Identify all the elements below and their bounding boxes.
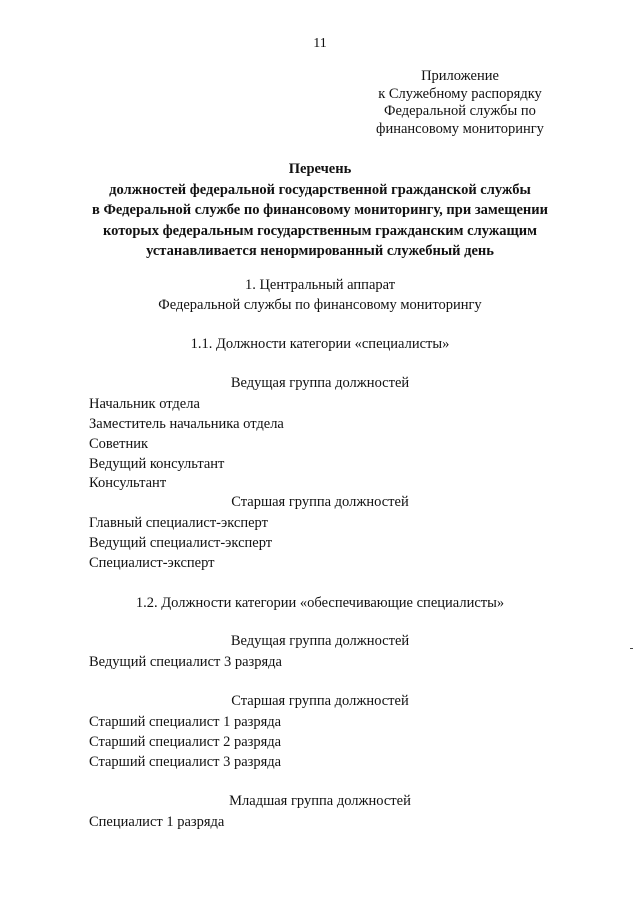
scan-margin-mark	[630, 648, 633, 649]
subsection-heading: 1.1. Должности категории «специалисты»	[190, 336, 450, 352]
group-heading: Ведущая группа должностей	[230, 633, 410, 649]
position-item: Консультант	[89, 475, 167, 491]
title-line: устанавливается ненормированный служебный день	[146, 243, 494, 259]
title-line: Перечень	[288, 161, 352, 177]
group-heading: Младшая группа должностей	[229, 793, 411, 809]
position-item: Специалист-эксперт	[89, 555, 215, 571]
position-item: Ведущий специалист-эксперт	[89, 535, 273, 551]
page-number: 11	[313, 36, 327, 51]
group-heading: Старшая группа должностей	[231, 494, 409, 510]
position-item: Ведущий специалист 3 разряда	[89, 654, 282, 670]
position-item: Ведущий консультант	[89, 456, 225, 472]
document-title	[60, 159, 580, 262]
position-item: Старший специалист 3 разряда	[89, 754, 282, 770]
position-item: Специалист 1 разряда	[89, 814, 225, 830]
title-line: в Федеральной службе по финансовому мониторингу, при замещении	[92, 202, 548, 218]
group-heading: Старшая группа должностей	[231, 693, 409, 709]
position-item: Заместитель начальника отдела	[89, 416, 284, 432]
appendix-line: финансовому мониторингу	[376, 120, 544, 137]
subsection-heading: 1.2. Должности категории «обеспечивающие специалисты»	[135, 595, 505, 611]
position-item: Начальник отдела	[89, 396, 200, 412]
section-heading: Федеральной службы по финансовому мониторингу	[158, 297, 482, 313]
appendix-note	[360, 68, 560, 138]
position-item: Старший специалист 2 разряда	[89, 734, 282, 750]
position-item: Советник	[89, 436, 149, 452]
section-heading: 1. Центральный аппарат	[244, 277, 396, 293]
appendix-line: к Служебному распорядку	[378, 85, 542, 102]
title-line: которых федеральным государственным гражданским служащим	[102, 222, 538, 239]
appendix-line: Федеральной службы по	[384, 103, 536, 119]
group-heading: Ведущая группа должностей	[230, 375, 410, 391]
title-line: должностей федеральной государственной гражданской службы	[109, 181, 531, 198]
appendix-line: Приложение	[421, 68, 499, 84]
position-item: Старший специалист 1 разряда	[89, 714, 282, 730]
position-item: Главный специалист-эксперт	[89, 515, 268, 531]
